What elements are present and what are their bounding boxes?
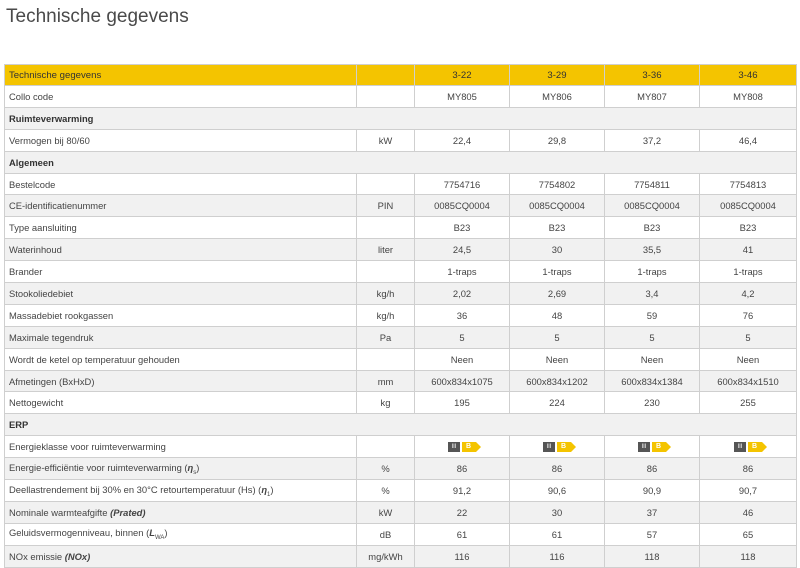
row-symbol: η <box>261 483 268 495</box>
energy-scale-icon: III <box>448 442 460 452</box>
cell-value: 116 <box>415 545 510 567</box>
row-label <box>5 173 357 195</box>
cell-value: 48 <box>510 304 605 326</box>
row-symbol-subscript: 1 <box>267 491 271 498</box>
spec-table <box>4 64 797 568</box>
cell-value: 0085CQ0004 <box>700 195 797 217</box>
cell-value: 3,4 <box>605 283 700 305</box>
row-unit: mg/kWh <box>357 545 415 567</box>
model-header: 3-36 <box>605 65 700 86</box>
cell-value: 1-traps <box>415 261 510 283</box>
section-title: Algemeen <box>5 151 797 173</box>
row-label <box>5 523 357 545</box>
section-row <box>5 107 797 129</box>
row-unit: kg/h <box>357 283 415 305</box>
model-header: 3-46 <box>700 65 797 86</box>
page-title: Technische gegevens <box>6 6 189 27</box>
cell-value: 61 <box>510 523 605 545</box>
cell-value: 1-traps <box>700 261 797 283</box>
cell-value: 2,02 <box>415 283 510 305</box>
row-label <box>5 501 357 523</box>
row-label-text: Nettogewicht <box>9 397 64 409</box>
cell-value: 46 <box>700 501 797 523</box>
energy-label-badge <box>734 442 762 452</box>
cell-value: 118 <box>700 545 797 567</box>
row-label <box>5 239 357 261</box>
cell-value: 65 <box>700 523 797 545</box>
energy-class-cell <box>605 436 700 458</box>
row-label <box>5 283 357 305</box>
row-label <box>5 195 357 217</box>
row-label-text: Collo code <box>9 90 54 102</box>
table-row <box>5 195 797 217</box>
row-unit: dB <box>357 523 415 545</box>
table-row <box>5 501 797 523</box>
cell-value: MY806 <box>510 86 605 108</box>
row-symbol: L <box>149 527 155 539</box>
cell-value: 5 <box>415 326 510 348</box>
cell-value: 118 <box>605 545 700 567</box>
table-row <box>5 283 797 305</box>
row-label-text: Wordt de ketel op temperatuur gehouden <box>9 353 180 365</box>
row-label-text: Geluidsvermogenniveau, binnen ( <box>9 527 150 539</box>
table-row <box>5 545 797 567</box>
cell-value: 30 <box>510 501 605 523</box>
table-row <box>5 480 797 502</box>
row-label <box>5 261 357 283</box>
cell-value: 4,2 <box>700 283 797 305</box>
cell-value: 29,8 <box>510 129 605 151</box>
header-label: Technische gegevens <box>5 65 357 86</box>
row-unit <box>357 86 415 108</box>
energy-label-badge <box>448 442 476 452</box>
cell-value: 86 <box>605 458 700 480</box>
cell-value: 86 <box>415 458 510 480</box>
cell-value: 600x834x1202 <box>510 370 605 392</box>
row-label <box>5 392 357 414</box>
cell-value: 600x834x1510 <box>700 370 797 392</box>
row-label-text: Type aansluiting <box>9 222 77 234</box>
row-symbol-subscript: WA <box>154 535 165 542</box>
cell-value: 224 <box>510 392 605 414</box>
header-unit <box>357 65 415 86</box>
section-row <box>5 151 797 173</box>
row-symbol: (NOx) <box>64 550 91 562</box>
cell-value: 7754813 <box>700 173 797 195</box>
row-label <box>5 86 357 108</box>
cell-value: 76 <box>700 304 797 326</box>
row-label-text: Nominale warmteafgifte <box>9 506 111 518</box>
row-unit <box>357 217 415 239</box>
row-label-close: ) <box>270 483 274 495</box>
cell-value: 90,6 <box>510 480 605 502</box>
cell-value: 37 <box>605 501 700 523</box>
cell-value: 5 <box>700 326 797 348</box>
energy-class-arrow: B <box>652 442 666 452</box>
row-label-text: Bestelcode <box>9 178 56 190</box>
table-row <box>5 304 797 326</box>
cell-value: B23 <box>605 217 700 239</box>
cell-value: 255 <box>700 392 797 414</box>
cell-value: 2,69 <box>510 283 605 305</box>
cell-value: 0085CQ0004 <box>510 195 605 217</box>
row-unit: kW <box>357 501 415 523</box>
row-unit: kW <box>357 129 415 151</box>
row-label-close: ) <box>164 527 168 539</box>
cell-value: 195 <box>415 392 510 414</box>
row-label-text: Stookoliedebiet <box>9 287 74 299</box>
table-row <box>5 326 797 348</box>
cell-value: B23 <box>415 217 510 239</box>
energy-scale-icon: III <box>638 442 650 452</box>
cell-value: 7754716 <box>415 173 510 195</box>
cell-value: MY807 <box>605 86 700 108</box>
row-symbol: (Prated) <box>110 506 146 518</box>
row-unit: mm <box>357 370 415 392</box>
energy-class-arrow: B <box>748 442 762 452</box>
row-label <box>5 436 357 458</box>
table-row <box>5 86 797 108</box>
table-row <box>5 348 797 370</box>
row-label <box>5 129 357 151</box>
row-symbol: η <box>187 461 194 473</box>
table-row <box>5 217 797 239</box>
cell-value: MY808 <box>700 86 797 108</box>
cell-value: 1-traps <box>510 261 605 283</box>
cell-value: 30 <box>510 239 605 261</box>
cell-value: 86 <box>700 458 797 480</box>
row-label-text: NOx emissie <box>9 550 65 562</box>
row-label-text: Energieklasse voor ruimteverwarming <box>9 441 166 453</box>
cell-value: 41 <box>700 239 797 261</box>
row-unit: PIN <box>357 195 415 217</box>
energy-label-badge <box>638 442 666 452</box>
table-header-row <box>5 65 797 86</box>
table-row <box>5 370 797 392</box>
row-label-text: CE-identificatienummer <box>9 200 107 212</box>
row-symbol-subscript: s <box>193 469 197 476</box>
energy-scale-icon: III <box>734 442 746 452</box>
cell-value: 57 <box>605 523 700 545</box>
row-unit: liter <box>357 239 415 261</box>
table-row <box>5 239 797 261</box>
row-unit <box>357 173 415 195</box>
cell-value: Neen <box>605 348 700 370</box>
row-label-text: Maximale tegendruk <box>9 331 94 343</box>
row-label-text: Deellastrendement bij 30% en 30°C retourtemperatuur (Hs) ( <box>9 483 262 495</box>
cell-value: 90,7 <box>700 480 797 502</box>
cell-value: 22,4 <box>415 129 510 151</box>
row-label-text: Vermogen bij 80/60 <box>9 134 90 146</box>
row-unit: % <box>357 480 415 502</box>
row-label <box>5 480 357 502</box>
cell-value: 35,5 <box>605 239 700 261</box>
cell-value: 230 <box>605 392 700 414</box>
table-row <box>5 392 797 414</box>
row-label <box>5 217 357 239</box>
section-row <box>5 414 797 436</box>
energy-label-badge <box>543 442 571 452</box>
section-title: ERP <box>5 414 797 436</box>
table-row <box>5 129 797 151</box>
cell-value: 46,4 <box>700 129 797 151</box>
cell-value: 86 <box>510 458 605 480</box>
row-label <box>5 326 357 348</box>
cell-value: 59 <box>605 304 700 326</box>
section-title: Ruimteverwarming <box>5 107 797 129</box>
energy-class-arrow: B <box>557 442 571 452</box>
table-row <box>5 261 797 283</box>
cell-value: Neen <box>415 348 510 370</box>
row-label <box>5 458 357 480</box>
model-header: 3-22 <box>415 65 510 86</box>
cell-value: 90,9 <box>605 480 700 502</box>
row-unit: Pa <box>357 326 415 348</box>
cell-value: 0085CQ0004 <box>415 195 510 217</box>
cell-value: 36 <box>415 304 510 326</box>
energy-class-arrow: B <box>462 442 476 452</box>
row-unit <box>357 348 415 370</box>
row-unit <box>357 436 415 458</box>
cell-value: 116 <box>510 545 605 567</box>
cell-value: Neen <box>510 348 605 370</box>
row-unit: % <box>357 458 415 480</box>
row-unit: kg <box>357 392 415 414</box>
cell-value: 600x834x1384 <box>605 370 700 392</box>
model-header: 3-29 <box>510 65 605 86</box>
row-label <box>5 370 357 392</box>
cell-value: B23 <box>700 217 797 239</box>
row-label <box>5 545 357 567</box>
cell-value: 1-traps <box>605 261 700 283</box>
energy-scale-icon: III <box>543 442 555 452</box>
row-unit <box>357 261 415 283</box>
row-label-text: Brander <box>9 266 43 278</box>
row-unit: kg/h <box>357 304 415 326</box>
cell-value: 7754811 <box>605 173 700 195</box>
cell-value: 24,5 <box>415 239 510 261</box>
energy-class-cell <box>510 436 605 458</box>
row-label <box>5 348 357 370</box>
row-label <box>5 304 357 326</box>
cell-value: 7754802 <box>510 173 605 195</box>
cell-value: 61 <box>415 523 510 545</box>
cell-value: 22 <box>415 501 510 523</box>
cell-value: 5 <box>510 326 605 348</box>
cell-value: 37,2 <box>605 129 700 151</box>
cell-value: 5 <box>605 326 700 348</box>
table-row <box>5 458 797 480</box>
energy-class-cell <box>700 436 797 458</box>
row-label-text: Energie-efficiëntie voor ruimteverwarming ( <box>9 461 188 473</box>
table-row <box>5 173 797 195</box>
energy-class-cell <box>415 436 510 458</box>
row-label-close: ) <box>196 461 200 473</box>
cell-value: Neen <box>700 348 797 370</box>
cell-value: 91,2 <box>415 480 510 502</box>
table-row <box>5 523 797 545</box>
row-label-text: Afmetingen (BxHxD) <box>9 375 95 387</box>
cell-value: 600x834x1075 <box>415 370 510 392</box>
cell-value: B23 <box>510 217 605 239</box>
row-label-text: Waterinhoud <box>9 244 62 256</box>
cell-value: MY805 <box>415 86 510 108</box>
table-row <box>5 436 797 458</box>
row-label-text: Massadebiet rookgassen <box>9 309 114 321</box>
cell-value: 0085CQ0004 <box>605 195 700 217</box>
